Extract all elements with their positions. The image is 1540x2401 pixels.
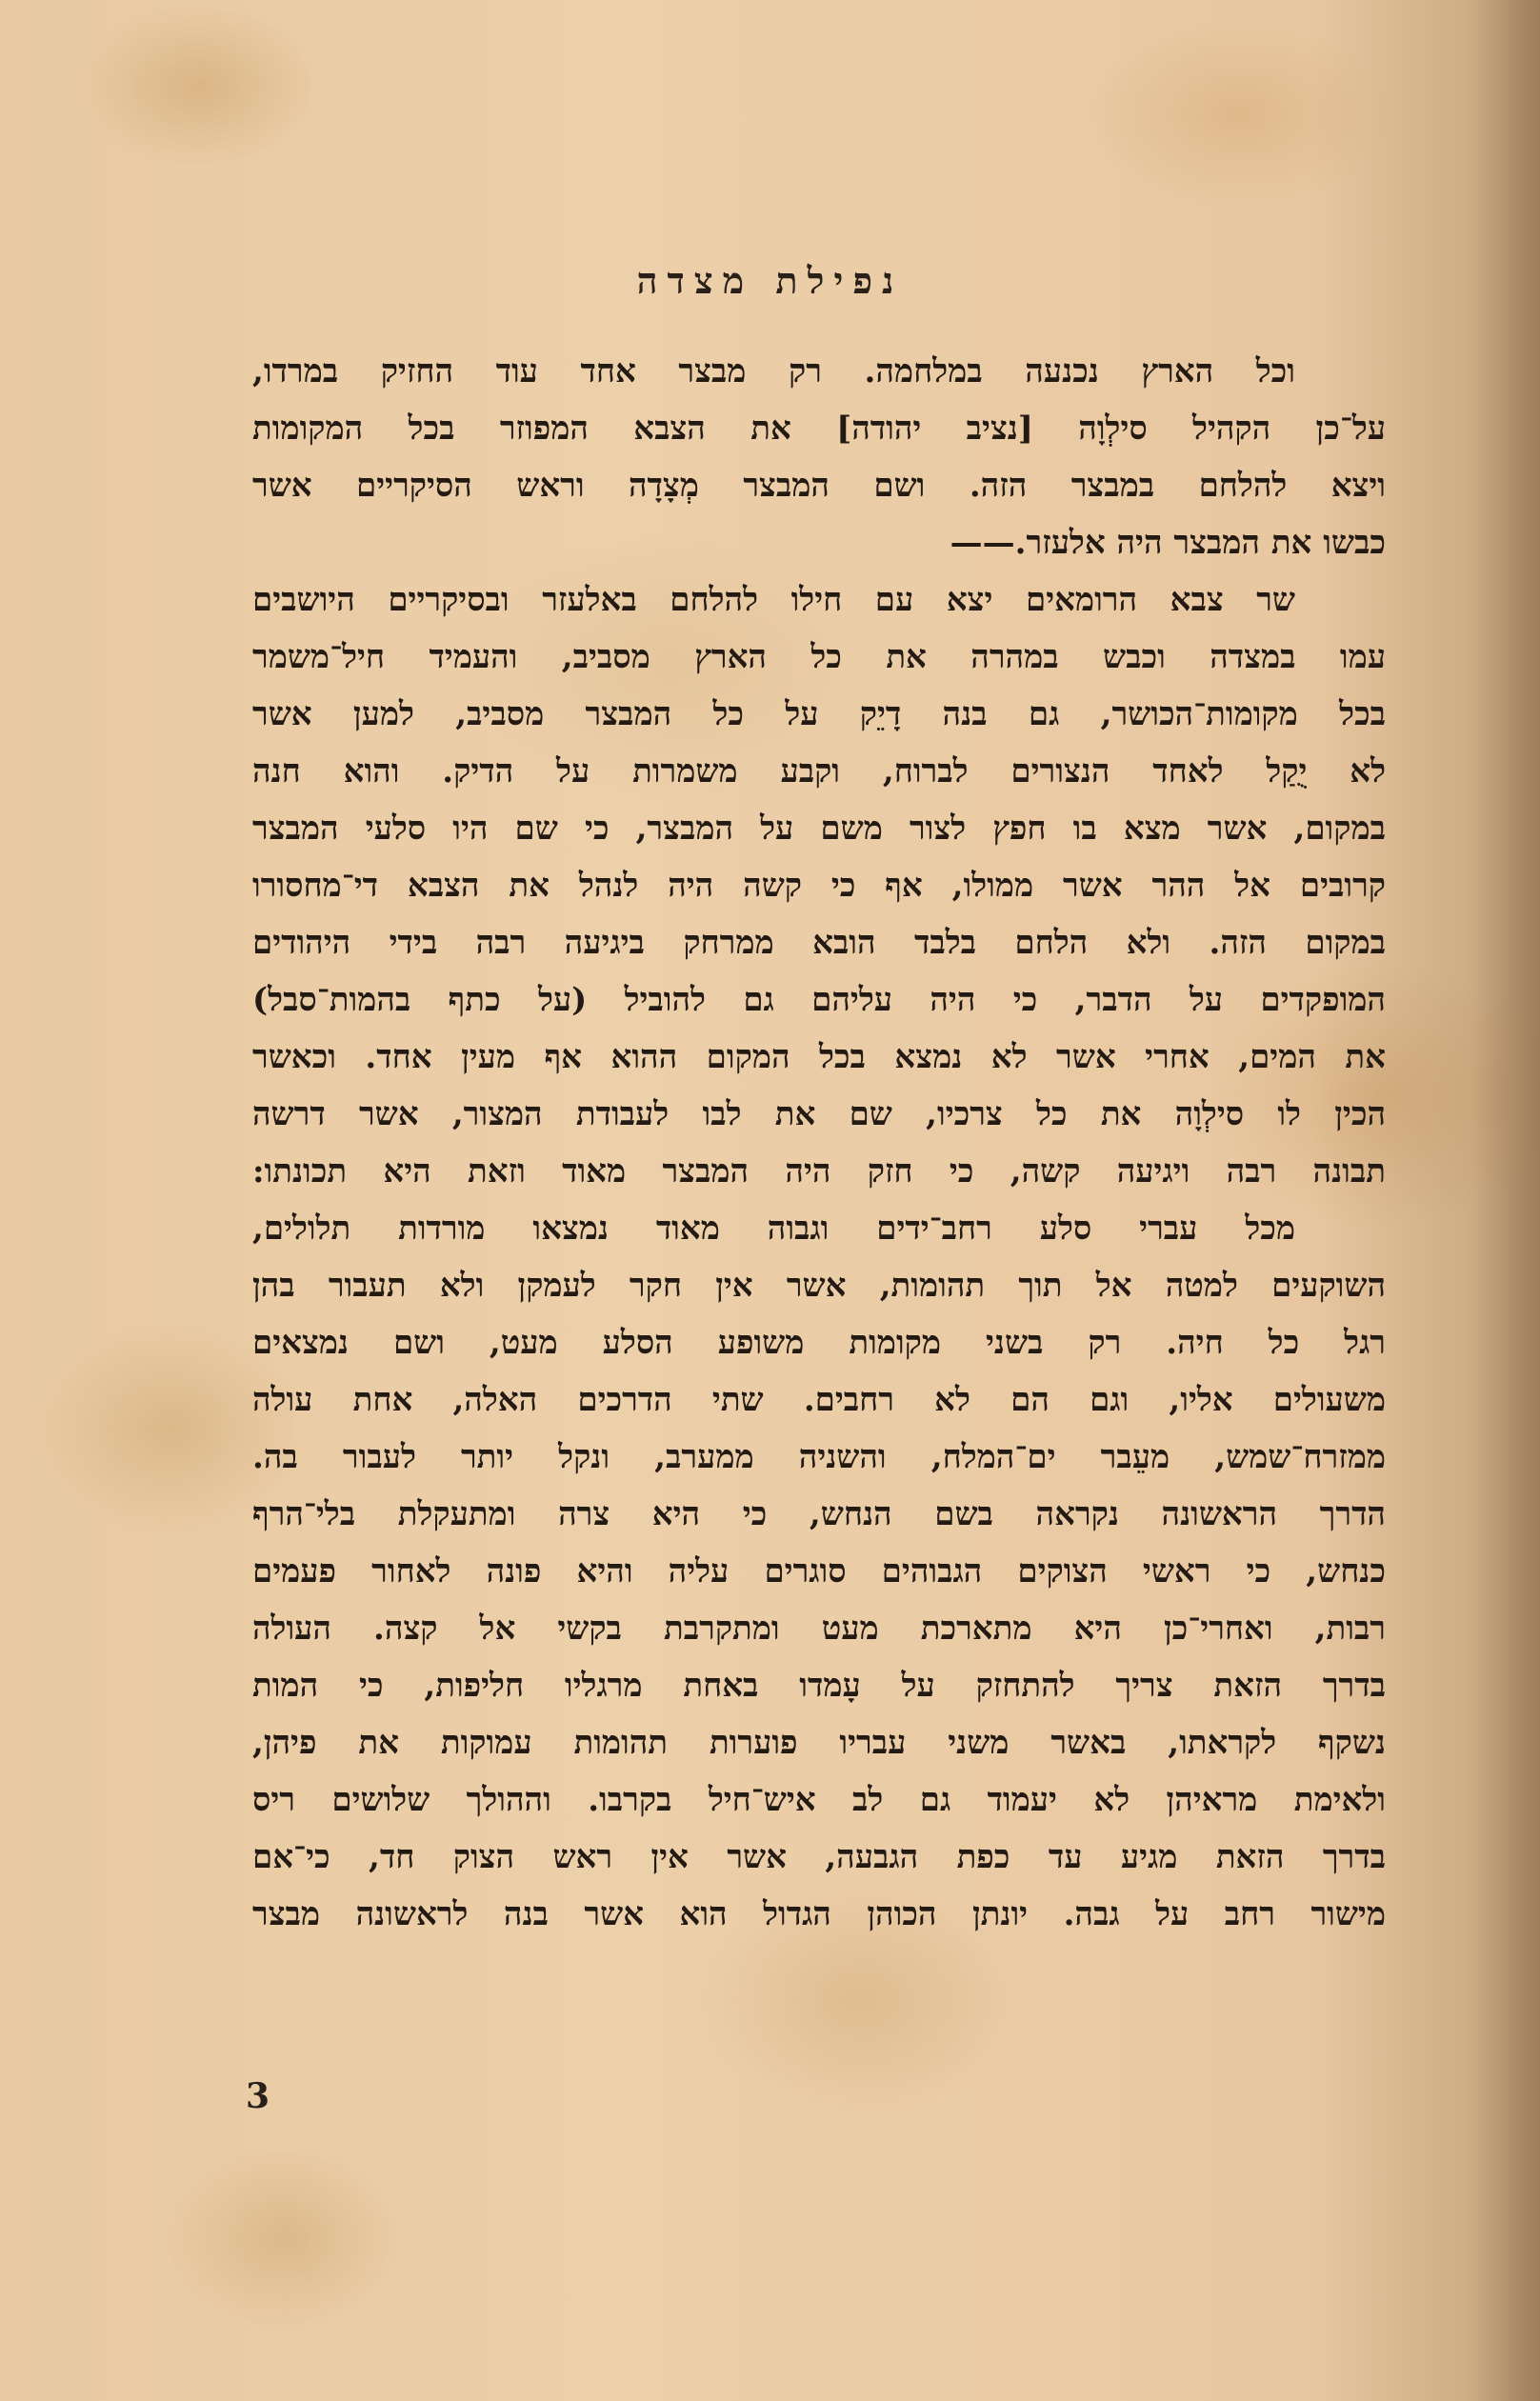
text-line: ויצא להלחם במבצר הזה. ושם המבצר מְצָדָה וראש הסיקריים אשר <box>252 467 1386 505</box>
text-line: על־כן הקהיל סילְוָה [נציב יהודה] את הצבא המפוזר בכל המקומות <box>252 410 1386 448</box>
text-line: כבשו את המבצר היה אלעזר.—— <box>950 524 1386 562</box>
text-line: ממזרח־שמש, מעֵבר ים־המלח, והשניה ממערב, ונקל יותר לעבור בה. <box>252 1438 1386 1476</box>
text-line: הדרך הראשונה נקראה בשם הנחש, כי היא צרה ומתעקלת בלי־הרף <box>252 1495 1386 1533</box>
text-line: הכין לו סילְוָה את כל צרכיו, שם את לבו לעבודת המצור, אשר דרשה <box>252 1095 1386 1133</box>
text-line: וכל הארץ נכנעה במלחמה. רק מבצר אחד עוד החזיק במרדו, <box>252 352 1295 390</box>
text-line: בדרך הזאת צריך להתחזק על עָמדו באחת מרגליו חליפות, כי המות <box>252 1667 1386 1705</box>
text-line: שר צבא הרומאים יצא עם חילו להלחם באלעזר ובסיקריים היושבים <box>252 581 1295 619</box>
text-line: השוקעים למטה אל תוך תהומות, אשר אין חקר לעמקן ולא תעבור בהן <box>252 1267 1386 1305</box>
spine-shadow <box>1473 0 1540 2401</box>
text-line: מישור רחב על גבה. יונתן הכוהן הגדול הוא אשר בנה לראשונה מבצר <box>252 1895 1386 1933</box>
text-line: משעולים אליו, וגם הם לא רחבים. שתי הדרכים האלה, אחת עולה <box>252 1381 1386 1419</box>
text-line: רגל כל חיה. רק בשני מקומות משופע הסלע מעט, ושם נמצאים <box>252 1324 1386 1362</box>
text-line: תבונה רבה ויגיעה קשה, כי חזק היה המבצר מאוד וזאת היא תכונתו: <box>252 1152 1386 1190</box>
text-line: לא יֻקַל לאחד הנצורים לברוח, וקבע משמרות על הדיק. והוא חנה <box>252 752 1386 790</box>
text-line: רבות, ואחרי־כן היא מתארכת מעט ומתקרבת בקשי אל קצה. העולה <box>252 1610 1386 1648</box>
page-number: 3 <box>246 2076 270 2116</box>
body-text <box>252 343 1386 1943</box>
text-line: ולאימת מראיהן לא יעמוד גם לב איש־חיל בקרבו. וההולך שלושים ריס <box>252 1781 1386 1819</box>
text-line: במקום, אשר מצא בו חפץ לצור משם על המבצר, כי שם היו סלעי המבצר <box>252 810 1386 848</box>
text-line: עמו במצדה וכבש במהרה את כל הארץ מסביב, והעמיד חיל־משמר <box>252 638 1386 676</box>
text-line: המופקדים על הדבר, כי היה עליהם גם להוביל (על כתף בהמות־סבל) <box>252 981 1386 1019</box>
page-title: נפילת מצדה <box>636 259 904 302</box>
text-line: בדרך הזאת מגיע עד כפת הגבעה, אשר אין ראש הצוק חד, כי־אם <box>252 1838 1386 1876</box>
text-line: כנחש, כי ראשי הצוקים הגבוהים סוגרים עליה והיא פונה לאחור פעמים <box>252 1552 1386 1591</box>
text-line: בכל מקומות־הכושר, גם בנה דָיֵק על כל המבצר מסביב, למען אשר <box>252 695 1386 733</box>
text-line: את המים, אחרי אשר לא נמצא בכל המקום ההוא אף מעין אחד. וכאשר <box>252 1038 1386 1076</box>
text-line: במקום הזה. ולא הלחם בלבד הובא ממרחק ביגיעה רבה בידי היהודים <box>252 924 1386 962</box>
text-line: נשקף לקראתו, באשר משני עבריו פוערות תהומות עמוקות את פיהן, <box>252 1724 1386 1762</box>
text-line: קרובים אל ההר אשר ממולו, אף כי קשה היה לנהל את הצבא די־מחסורו <box>252 867 1386 905</box>
text-line: מכל עברי סלע רחב־ידים וגבוה מאוד נמצאו מורדות תלולים, <box>252 1210 1295 1248</box>
